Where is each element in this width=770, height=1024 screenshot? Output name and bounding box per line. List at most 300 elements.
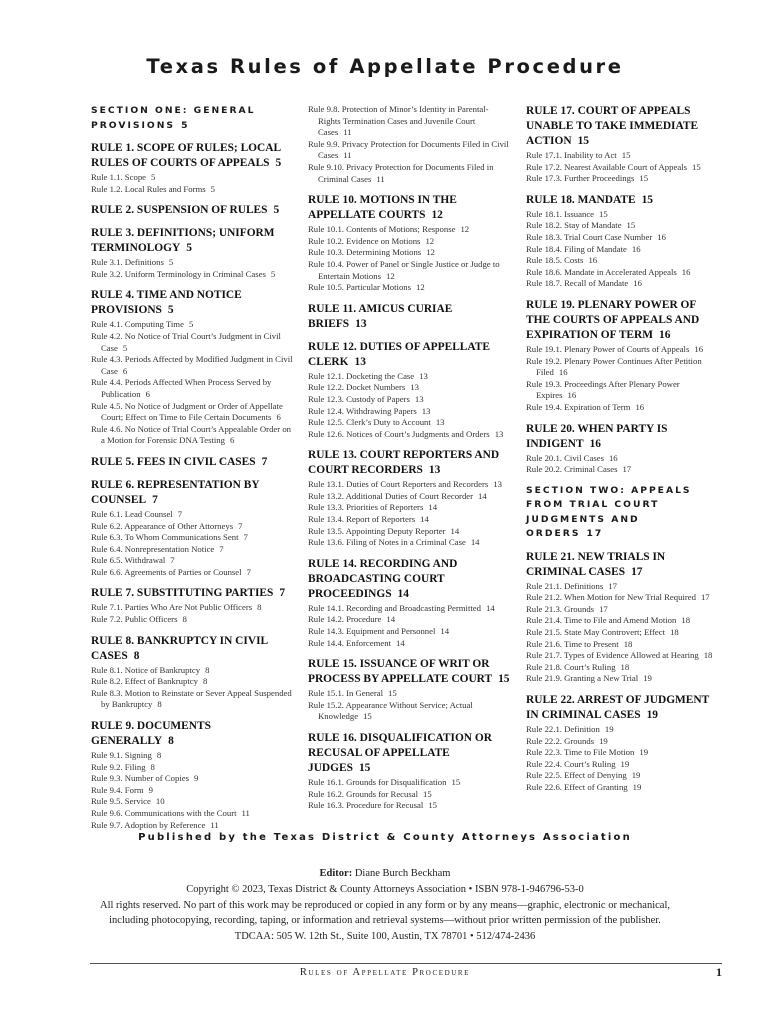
- rule-item-list: [308, 104, 511, 185]
- rule-item-list: [91, 602, 293, 625]
- rule-item-page: 15: [388, 688, 397, 699]
- rule-item-title: Rule 14.2. Procedure: [308, 614, 382, 625]
- rule-item-page: 15: [599, 208, 608, 219]
- rule-item-page: 6: [145, 388, 150, 399]
- rule-item-title: Rule 16.2. Grounds for Recusal: [308, 788, 419, 799]
- rule-item-list: [91, 319, 293, 447]
- rule-item: [308, 603, 511, 615]
- rule-item: [91, 773, 293, 785]
- rule-item-list: [91, 750, 293, 831]
- rule-item-page: 12: [385, 270, 395, 281]
- rule-item: [526, 244, 722, 256]
- rule-item-page: 11: [343, 150, 352, 161]
- rule-title: RULE 18. MANDATE: [526, 193, 636, 206]
- rule-page: 13: [428, 464, 441, 477]
- section-page: 5: [181, 119, 190, 131]
- section-heading: [91, 104, 293, 133]
- rule-page: 5: [167, 304, 174, 317]
- rule-item-page: 8: [157, 699, 162, 710]
- rule-item-title: Rule 22.3. Time to File Motion: [526, 747, 635, 758]
- rule-item: [91, 555, 293, 567]
- rule-item: [526, 592, 722, 604]
- rule-page: 8: [133, 649, 140, 662]
- credits-block: [90, 866, 680, 945]
- rule-page: 7: [279, 587, 286, 600]
- rule-item-list: [91, 172, 293, 195]
- rule-item-page: 16: [681, 266, 691, 277]
- rule-item-title: Rule 6.4. Nonrepresentation Notice: [91, 543, 215, 554]
- rule-item: [308, 282, 511, 294]
- rule-item-title: Rule 13.6. Filing of Notes in a Criminal Case: [308, 537, 466, 548]
- rule-item: [526, 770, 722, 782]
- rule-item-page: 14: [440, 626, 450, 637]
- rule-item: [526, 464, 722, 476]
- rule-item-page: 6: [122, 365, 128, 376]
- rule-item: [308, 700, 511, 723]
- rule-item: [308, 162, 511, 185]
- rule-item-page: 19: [631, 770, 641, 781]
- rule-item: [91, 688, 293, 711]
- rule-item-title: Rule 12.3. Custody of Papers: [308, 393, 410, 404]
- rule-item: [91, 808, 293, 820]
- rule-item-page: 13: [435, 417, 445, 428]
- rule-title: RULE 15. ISSUANCE OF WRIT OR PROCESS BY APPELLATE COURT: [308, 658, 493, 686]
- rule-page: 13: [354, 355, 366, 368]
- rule-page: 15: [641, 193, 653, 206]
- rule-item: [308, 247, 511, 259]
- rule-item-title: Rule 16.3. Procedure for Recusal: [308, 800, 424, 811]
- rule-item: [91, 820, 293, 832]
- rule-title: RULE 19. PLENARY POWER OF THE COURTS OF APPEALS AND EXPIRATION OF TERM: [526, 298, 700, 341]
- rule-item: [308, 406, 511, 418]
- rule-item: [91, 257, 293, 269]
- rule-item: [308, 526, 511, 538]
- rule-title: RULE 7. SUBSTITUTING PARTIES: [91, 587, 274, 600]
- rule-item-title: Rule 10.3. Determining Motions: [308, 247, 422, 258]
- rule-item: [91, 665, 293, 677]
- rule-item-page: 14: [420, 514, 429, 525]
- rule-item-title: Rule 10.4. Power of Panel or Single Justice or Judge to Entertain Motions: [308, 258, 500, 281]
- rule-heading: [526, 693, 722, 723]
- rule-item-page: 15: [692, 161, 701, 172]
- rule-item-title: Rule 18.3. Trial Court Case Number: [526, 231, 653, 242]
- rule-item-title: Rule 6.3. To Whom Communications Sent: [91, 532, 239, 543]
- rule-item: [91, 521, 293, 533]
- rule-item: [91, 676, 293, 688]
- rule-page: 14: [397, 587, 409, 600]
- rule-item-page: 16: [694, 343, 704, 354]
- rule-item-title: Rule 18.1. Issuance: [526, 208, 595, 219]
- rule-item: [308, 777, 511, 789]
- rule-item-list: [91, 509, 293, 579]
- rule-title: RULE 12. DUTIES OF APPELLATE CLERK: [308, 340, 490, 368]
- editor-label: Editor:: [319, 868, 353, 879]
- rule-item: [526, 379, 722, 402]
- rule-heading: [308, 448, 511, 478]
- rule-item-title: Rule 18.7. Recall of Mandate: [526, 278, 629, 289]
- rule-item-page: 15: [428, 800, 438, 811]
- rule-item-title: Rule 3.2. Uniform Terminology in Criminal Cases: [91, 268, 266, 279]
- rule-item-page: 19: [620, 758, 630, 769]
- rule-page: 5: [273, 204, 280, 217]
- rule-item-title: Rule 8.3. Motion to Reinstate or Sever Appeal Suspended by Bankruptcy: [91, 687, 292, 710]
- editor-name: Diane Burch Beckham: [354, 868, 451, 879]
- rule-item-title: Rule 22.4. Court’s Ruling: [526, 758, 616, 769]
- publisher-line: Published by the Texas District & County Attorneys Association: [138, 832, 632, 843]
- rule-item-page: 19: [632, 782, 642, 792]
- rule-heading: [526, 193, 722, 208]
- rule-page: 16: [659, 328, 671, 341]
- rule-item-page: 15: [621, 150, 631, 160]
- rule-item: [526, 173, 722, 185]
- rule-item: [526, 232, 722, 244]
- rule-item-list: [308, 479, 511, 549]
- rule-item: [308, 104, 511, 139]
- rule-title: RULE 10. MOTIONS IN THE APPELLATE COURTS: [308, 194, 457, 222]
- rule-page: 16: [589, 437, 601, 450]
- rule-item-title: Rule 20.2. Criminal Cases: [526, 464, 618, 475]
- rule-item-title: Rule 10.5. Particular Motions: [308, 282, 412, 293]
- rule-item: [91, 401, 293, 424]
- rule-item: [91, 532, 293, 544]
- rule-title: RULE 5. FEES IN CIVIL CASES: [91, 455, 256, 468]
- rule-item-title: Rule 12.4. Withdrawing Papers: [308, 405, 417, 416]
- rule-title: RULE 2. SUSPENSION OF RULES: [91, 204, 268, 217]
- rule-title: RULE 9. DOCUMENTS GENERALLY: [91, 720, 211, 748]
- rule-item-list: [526, 724, 722, 794]
- rule-item: [91, 354, 293, 377]
- rule-title: RULE 22. ARREST OF JUDGMENT IN CRIMINAL CASES: [526, 694, 710, 722]
- rule-item: [526, 255, 722, 267]
- rule-item-page: 14: [396, 637, 405, 648]
- rule-heading: [91, 203, 293, 218]
- rule-title: RULE 6. REPRESENTATION BY COUNSEL: [91, 478, 260, 506]
- rule-item-page: 11: [210, 819, 219, 830]
- rule-item: [526, 453, 722, 465]
- rule-item-page: 17: [622, 464, 632, 475]
- rule-heading: [91, 141, 293, 171]
- rule-item-title: Rule 14.3. Equipment and Personnel: [308, 626, 436, 637]
- rule-item-page: 11: [376, 173, 385, 184]
- rule-item-title: Rule 18.2. Stay of Mandate: [526, 220, 622, 231]
- rule-item-page: 13: [414, 393, 424, 404]
- rule-item: [526, 627, 722, 639]
- rule-item: [526, 662, 722, 674]
- rule-item-page: 15: [639, 173, 649, 184]
- rule-item-title: Rule 15.2. Appearance Without Service; Actual Knowledge: [308, 699, 473, 722]
- rule-heading: [526, 104, 722, 149]
- rule-item: [308, 688, 511, 700]
- rule-item: [308, 789, 511, 801]
- rule-item-page: 16: [635, 401, 645, 412]
- rule-item-list: [526, 209, 722, 290]
- rule-item-page: 5: [151, 172, 156, 182]
- rule-item: [91, 602, 293, 614]
- rule-item: [308, 259, 511, 282]
- rule-item-title: Rule 12.2. Docket Numbers: [308, 382, 406, 393]
- rule-item-page: 16: [608, 452, 618, 463]
- rule-title: RULE 4. TIME AND NOTICE PROVISIONS: [91, 289, 242, 317]
- rule-item-page: 19: [599, 735, 608, 746]
- rule-heading: [308, 557, 511, 602]
- rule-item-page: 8: [205, 664, 210, 675]
- rule-heading: [308, 302, 511, 332]
- rule-item: [526, 344, 722, 356]
- rule-item: [91, 377, 293, 400]
- rule-item-page: 11: [241, 808, 250, 818]
- rule-item-page: 17: [700, 592, 710, 603]
- rule-item-title: Rule 21.6. Time to Present: [526, 638, 619, 649]
- address-line: TDCAA: 505 W. 12th St., Suite 100, Austin, TX 78701 • 512/474-2436: [234, 931, 536, 943]
- rule-item-page: 14: [386, 614, 396, 625]
- rule-item: [526, 673, 722, 685]
- rule-item: [91, 184, 293, 196]
- rule-item-page: 16: [588, 255, 598, 266]
- rule-title: RULE 11. AMICUS CURIAE BRIEFS: [308, 302, 453, 330]
- editor-line: [90, 866, 680, 882]
- rule-item-title: Rule 6.6. Agreements of Parties or Counsel: [91, 566, 242, 577]
- rule-item: [91, 172, 293, 184]
- rule-item-title: Rule 21.2. When Motion for New Trial Required: [526, 592, 696, 603]
- rule-item: [526, 150, 722, 162]
- rule-item-title: Rule 12.6. Notices of Court’s Judgments and Orders: [308, 428, 490, 439]
- rule-item: [308, 139, 511, 162]
- rule-item: [91, 319, 293, 331]
- rule-page: 8: [168, 735, 174, 748]
- page-number: 1: [716, 965, 722, 979]
- rule-item-page: 6: [276, 412, 281, 423]
- rule-item-page: 7: [219, 543, 224, 554]
- rule-item: [91, 509, 293, 521]
- rule-item-title: Rule 19.4. Expiration of Term: [526, 401, 631, 412]
- rule-item-page: 7: [243, 532, 248, 543]
- rule-heading: [91, 478, 293, 508]
- rule-item-title: Rule 3.1. Definitions: [91, 257, 164, 268]
- rule-item-title: Rule 12.5. Clerk’s Duty to Account: [308, 417, 431, 428]
- rule-page: 12: [431, 209, 443, 222]
- rule-item: [91, 544, 293, 556]
- rule-item-title: Rule 9.1. Signing: [91, 750, 152, 761]
- footer-title: Rules of Appellate Procedure: [299, 967, 471, 978]
- rule-item-title: Rule 6.5. Withdrawal: [91, 555, 166, 566]
- rule-item-title: Rule 10.2. Evidence on Motions: [308, 235, 421, 246]
- rule-item-page: 18: [670, 627, 679, 638]
- rule-heading: [308, 340, 511, 370]
- rule-item: [526, 650, 722, 662]
- rule-item-page: 12: [460, 224, 470, 235]
- rule-item: [308, 502, 511, 514]
- rule-page: 13: [355, 317, 367, 330]
- rule-item-title: Rule 22.1. Definition: [526, 724, 600, 735]
- rule-item: [308, 614, 511, 626]
- rule-item: [91, 762, 293, 774]
- rule-item-title: Rule 7.1. Parties Who Are Not Public Officers: [91, 602, 253, 613]
- rule-page: 7: [261, 455, 268, 468]
- rule-item-title: Rule 13.4. Report of Reporters: [308, 514, 416, 525]
- rule-title: RULE 14. RECORDING AND BROADCASTING COURT PROCEEDINGS: [308, 557, 458, 600]
- rule-item: [308, 224, 511, 236]
- rule-item-page: 9: [193, 773, 199, 784]
- rule-item-title: Rule 22.6. Effect of Granting: [526, 782, 628, 792]
- rule-item-page: 6: [229, 435, 235, 446]
- rule-title: RULE 3. DEFINITIONS; UNIFORM TERMINOLOGY: [91, 227, 275, 255]
- rule-item-list: [526, 581, 722, 685]
- rule-item: [526, 356, 722, 379]
- rule-item: [308, 626, 511, 638]
- rule-item-page: 7: [170, 555, 175, 566]
- rule-page: 15: [498, 673, 510, 686]
- rule-item-page: 16: [657, 231, 666, 242]
- rule-item-title: Rule 9.5. Service: [91, 796, 151, 807]
- rule-item-page: 8: [257, 602, 262, 613]
- rule-item-page: 18: [703, 650, 713, 661]
- rule-item-page: 5: [168, 257, 174, 268]
- rule-item-page: 16: [631, 243, 641, 254]
- rule-item-page: 8: [182, 614, 187, 625]
- rule-item-page: 13: [419, 370, 428, 381]
- rule-item-list: [526, 344, 722, 414]
- rule-item-title: Rule 21.1. Definitions: [526, 580, 604, 591]
- rule-item-page: 14: [470, 537, 480, 548]
- rule-item-page: 12: [425, 235, 435, 246]
- rule-item-page: 17: [599, 603, 608, 614]
- rule-item-page: 15: [626, 220, 636, 231]
- rule-item-title: Rule 16.1. Grounds for Disqualification: [308, 777, 447, 787]
- rule-item-title: Rule 9.9. Privacy Protection for Documents Filed in Civil Cases: [308, 138, 509, 161]
- rule-item-title: Rule 12.1. Docketing the Case: [308, 370, 415, 381]
- rule-item-title: Rule 22.2. Grounds: [526, 735, 595, 746]
- rule-page: 15: [358, 762, 371, 774]
- rule-item-title: Rule 13.5. Appointing Deputy Reporter: [308, 525, 446, 536]
- rule-item-title: Rule 18.5. Costs: [526, 255, 584, 266]
- rule-item-title: Rule 9.8. Protection of Minor’s Identity in Parental-Rights Termination Cases and Juvenile Court Cases: [308, 104, 489, 138]
- rule-item-title: Rule 4.1. Computing Time: [91, 319, 184, 330]
- rule-item-title: Rule 14.4. Enforcement: [308, 637, 391, 648]
- rule-item: [308, 537, 511, 549]
- rule-item: [526, 402, 722, 414]
- rule-title: RULE 17. COURT OF APPEALS UNABLE TO TAKE IMMEDIATE ACTION: [526, 105, 699, 147]
- rule-item-title: Rule 7.2. Public Officers: [91, 614, 178, 625]
- rule-item-page: 8: [150, 761, 155, 772]
- rule-item-title: Rule 13.3. Priorities of Reporters: [308, 502, 424, 513]
- rule-item: [526, 220, 722, 232]
- rule-item-title: Rule 6.2. Appearance of Other Attorneys: [91, 520, 234, 531]
- rule-item-page: 16: [567, 390, 577, 401]
- rule-item: [526, 604, 722, 616]
- rule-item: [308, 382, 511, 394]
- rule-item-page: 13: [421, 405, 431, 416]
- rule-page: 5: [275, 157, 282, 169]
- rule-item: [526, 162, 722, 174]
- rule-item-page: 16: [633, 278, 642, 289]
- rule-item-list: [91, 257, 293, 280]
- rule-item: [91, 750, 293, 762]
- rule-item-title: Rule 1.2. Local Rules and Forms: [91, 183, 206, 194]
- rule-item-title: Rule 17.2. Nearest Available Court of Appeals: [526, 161, 688, 172]
- rule-item-page: 7: [238, 520, 243, 531]
- rule-page: 19: [646, 709, 658, 722]
- rule-item-page: 18: [623, 638, 633, 649]
- rule-item-title: Rule 14.1. Recording and Broadcasting Permitted: [308, 602, 481, 613]
- rule-item-page: 10: [155, 796, 165, 807]
- rule-item-title: Rule 19.3. Proceedings After Plenary Power Expires: [526, 378, 680, 401]
- rule-item-page: 13: [493, 479, 502, 490]
- rule-heading: [91, 226, 293, 256]
- rule-item: [91, 785, 293, 797]
- rule-item-page: 5: [270, 268, 276, 279]
- rule-item-page: 14: [428, 502, 438, 513]
- rule-title: RULE 1. SCOPE OF RULES; LOCAL RULES OF COURTS OF APPEALS: [91, 142, 281, 169]
- rule-item-page: 19: [604, 724, 614, 735]
- rule-item-title: Rule 9.3. Number of Copies: [91, 773, 189, 784]
- rule-item: [526, 581, 722, 593]
- rule-item-page: 18: [681, 615, 691, 626]
- rule-item: [526, 615, 722, 627]
- rule-item: [526, 724, 722, 736]
- rule-item-page: 5: [188, 319, 194, 330]
- rule-item-title: Rule 8.1. Notice of Bankruptcy: [91, 664, 201, 675]
- copyright-line: Copyright © 2023, Texas District & County Attorneys Association • ISBN 978-1-946796-53-0: [186, 883, 584, 895]
- rule-heading: [91, 719, 293, 749]
- rule-item: [91, 614, 293, 626]
- toc-column-3: [526, 104, 722, 802]
- rule-item-title: Rule 4.6. No Notice of Trial Court’s Appealable Order on a Motion for Forensic DNA Testing: [91, 423, 292, 446]
- toc-column-2: [308, 104, 511, 820]
- rule-item-page: 11: [343, 127, 352, 138]
- rule-heading: [91, 586, 293, 601]
- rule-item: [526, 759, 722, 771]
- rule-item-page: 15: [451, 777, 461, 787]
- rule-item: [308, 417, 511, 429]
- rule-heading: [91, 634, 293, 664]
- rule-item-title: Rule 8.2. Effect of Bankruptcy: [91, 676, 198, 687]
- rule-item-page: 19: [643, 673, 652, 684]
- section-title: SECTION ONE: GENERAL PROVISIONS: [91, 105, 256, 131]
- section-page: 17: [586, 528, 604, 540]
- rule-item-page: 17: [608, 580, 617, 591]
- rule-item-title: Rule 17.1. Inability to Act: [526, 150, 617, 160]
- rule-title: RULE 21. NEW TRIALS IN CRIMINAL CASES: [526, 550, 666, 578]
- rule-item-page: 15: [363, 711, 372, 722]
- rule-item: [308, 429, 511, 441]
- rule-item-title: Rule 6.1. Lead Counsel: [91, 508, 173, 519]
- rule-item-list: [526, 453, 722, 476]
- rule-title: RULE 20. WHEN PARTY IS INDIGENT: [526, 422, 668, 450]
- rule-item: [526, 278, 722, 290]
- rule-item-list: [308, 688, 511, 723]
- rule-heading: [308, 193, 511, 223]
- rule-item: [308, 236, 511, 248]
- rule-item-title: Rule 4.5. No Notice of Judgment or Order of Appellate Court; Effect on Time to File Certain Documents: [91, 400, 283, 423]
- rule-item: [526, 747, 722, 759]
- rule-item-page: 18: [620, 661, 630, 672]
- rule-item-title: Rule 21.7. Types of Evidence Allowed at Hearing: [526, 650, 699, 661]
- rule-item-title: Rule 22.5. Effect of Denying: [526, 770, 627, 781]
- rights-notice: All rights reserved. No part of this work may be reproduced or copied in any form or by any means—graphic, electronic or mechanical, including photocopying, recording, taping, or information and retrieval systems—without prior written permission of the publisher.: [99, 899, 670, 927]
- rule-item-page: 12: [426, 247, 435, 258]
- section-title: SECTION TWO: APPEALS FROM TRIAL COURT JUDGMENTS AND ORDERS: [526, 484, 692, 540]
- rule-item-title: Rule 21.9. Granting a New Trial: [526, 673, 639, 684]
- rule-item: [91, 269, 293, 281]
- rule-item-title: Rule 17.3. Further Proceedings: [526, 173, 635, 184]
- rule-item: [526, 639, 722, 651]
- document-title: Texas Rules of Appellate Procedure: [146, 55, 624, 78]
- rule-item-title: Rule 18.6. Mandate in Accelerated Appeals: [526, 266, 677, 277]
- rule-item-title: Rule 4.3. Periods Affected by Modified Judgment in Civil Case: [91, 354, 293, 376]
- rule-item-page: 19: [639, 747, 649, 758]
- rule-item-page: 14: [486, 602, 495, 613]
- footer-divider: [90, 963, 722, 964]
